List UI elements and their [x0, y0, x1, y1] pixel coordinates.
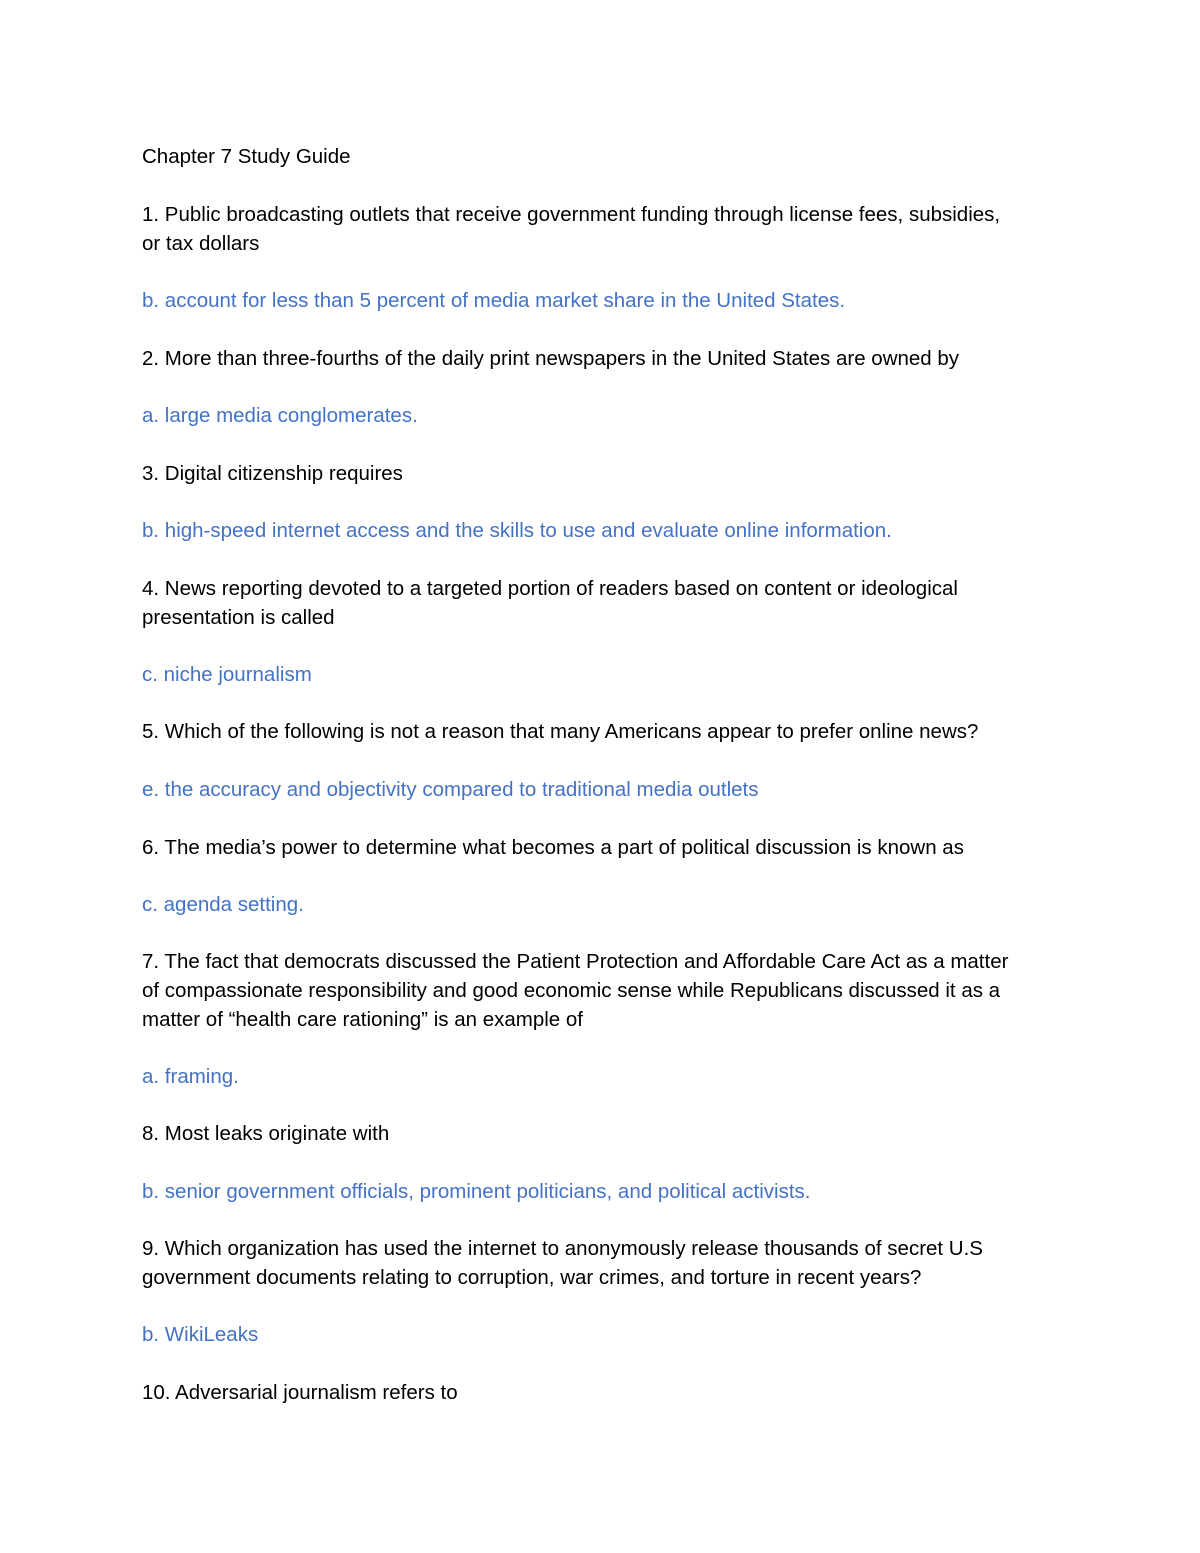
question-9-line-2: government documents relating to corruption, war crimes, and torture in recent years? — [142, 1266, 922, 1289]
question-8-line-1: 8. Most leaks originate with — [142, 1122, 390, 1145]
document-title: Chapter 7 Study Guide — [142, 145, 351, 168]
question-7-line-2: of compassionate responsibility and good economic sense while Republicans discussed it as a — [142, 979, 1001, 1002]
answer-9: b. WikiLeaks — [142, 1323, 259, 1346]
answer-5: e. the accuracy and objectivity compared to traditional media outlets — [142, 778, 759, 801]
question-2-line-1: 2. More than three-fourths of the daily print newspapers in the United States are owned by — [142, 347, 960, 370]
answer-7: a. framing. — [142, 1065, 239, 1088]
question-6-line-1: 6. The media’s power to determine what becomes a part of political discussion is known as — [142, 836, 964, 859]
question-4-line-2: presentation is called — [142, 606, 335, 629]
question-1-line-2: or tax dollars — [142, 232, 260, 255]
question-9-line-1: 9. Which organization has used the internet to anonymously release thousands of secret U.S — [142, 1237, 983, 1260]
question-7-line-3: matter of “health care rationing” is an example of — [142, 1008, 583, 1031]
answer-8: b. senior government officials, prominent politicians, and political activists. — [142, 1180, 811, 1203]
answer-3: b. high-speed internet access and the skills to use and evaluate online information. — [142, 519, 892, 542]
answer-4: c. niche journalism — [142, 663, 312, 686]
question-1-line-1: 1. Public broadcasting outlets that receive government funding through license fees, subsidies, — [142, 203, 1001, 226]
question-4-line-1: 4. News reporting devoted to a targeted portion of readers based on content or ideological — [142, 577, 958, 600]
question-3-line-1: 3. Digital citizenship requires — [142, 462, 403, 485]
question-7-line-1: 7. The fact that democrats discussed the Patient Protection and Affordable Care Act as a matter — [142, 950, 1009, 973]
question-5-line-1: 5. Which of the following is not a reason that many Americans appear to prefer online news? — [142, 720, 979, 743]
answer-6: c. agenda setting. — [142, 893, 304, 916]
answer-2: a. large media conglomerates. — [142, 404, 418, 427]
question-10-line-1: 10. Adversarial journalism refers to — [142, 1381, 458, 1404]
answer-1: b. account for less than 5 percent of media market share in the United States. — [142, 289, 846, 312]
